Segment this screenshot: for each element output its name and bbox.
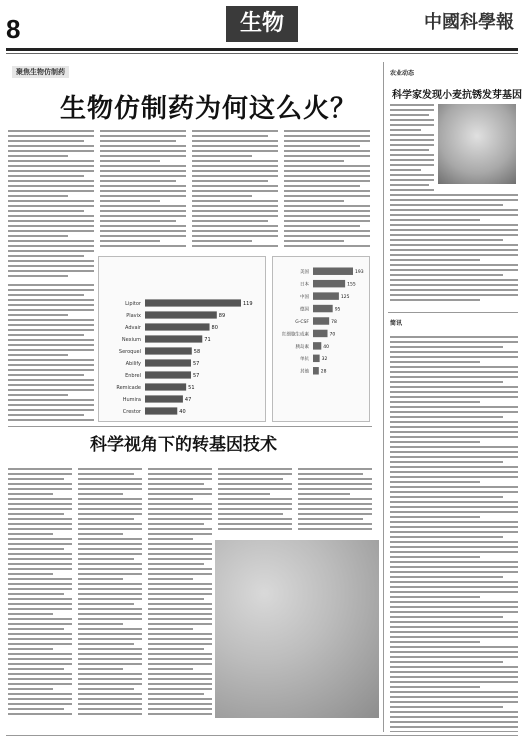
chart-category-label: 中国 <box>300 294 309 300</box>
chart-category-label: 红细胞生成素 <box>282 332 309 338</box>
chart-bar <box>145 359 191 366</box>
chart-bar <box>313 355 320 362</box>
chart-category-label: Seroquel <box>118 348 141 355</box>
right-article-body <box>390 194 518 304</box>
chart-right <box>273 257 371 423</box>
chart-category-label: Crestor <box>122 408 141 415</box>
wheat-photo <box>438 104 516 184</box>
chart-bar <box>145 335 202 342</box>
chart-value-label: 155 <box>347 282 356 288</box>
chart-value-label: 119 <box>243 300 253 307</box>
chart-value-label: 125 <box>340 294 350 300</box>
chart-category-label: 胰岛素 <box>295 344 309 350</box>
chart-bar <box>145 299 241 306</box>
brief-body <box>390 336 518 732</box>
bottom-story-title: 科学视角下的转基因技术 <box>90 435 277 455</box>
story-kicker: 聚焦生物仿制药 <box>12 66 69 78</box>
chart-category-label: Humira <box>122 396 141 403</box>
chart-value-label: 89 <box>218 312 226 319</box>
story-column-1 <box>8 130 94 280</box>
chart-value-label: 40 <box>179 408 186 415</box>
chart-value-label: 58 <box>193 348 201 355</box>
chart-category-label: Plavix <box>126 312 141 319</box>
page-number: 8 <box>6 14 21 44</box>
chart-category-label: 日本 <box>300 282 309 288</box>
chart-bar <box>313 292 339 299</box>
brief-section-label: 简讯 <box>390 320 403 327</box>
chart-bar <box>313 280 345 287</box>
chart-value-label: 78 <box>331 319 337 325</box>
chart-value-label: 193 <box>355 270 364 276</box>
story-column-4 <box>284 130 370 250</box>
chart-category-label: 美国 <box>300 270 309 276</box>
header-rule <box>6 48 518 51</box>
chart-value-label: 57 <box>192 372 200 379</box>
section-tab: 生物 <box>226 6 298 42</box>
bottom-column-4 <box>218 468 292 536</box>
chart-bar <box>145 347 192 354</box>
page-footer <box>6 735 518 738</box>
chart-category-label: Nexium <box>121 336 141 343</box>
right-section-label: 农业动态 <box>390 70 415 77</box>
chart-left <box>99 257 267 423</box>
column-divider <box>383 62 384 732</box>
chart-category-label: Advair <box>125 324 141 331</box>
story-column-1b <box>8 284 94 424</box>
chart-bar <box>313 342 321 349</box>
bottom-column-2 <box>78 468 142 728</box>
chart-bar <box>145 311 217 318</box>
story-column-3 <box>192 130 278 250</box>
section-divider <box>8 426 372 427</box>
chart-category-label: 德国 <box>300 307 309 313</box>
chart-category-label: G-CSF <box>295 319 309 325</box>
chart-right-frame <box>272 256 370 422</box>
chart-value-label: 28 <box>320 369 327 375</box>
page-header <box>0 0 524 62</box>
chart-category-label: 其他 <box>300 369 309 375</box>
header-rule-thin <box>6 53 518 54</box>
chart-left-frame <box>98 256 266 422</box>
chart-value-label: 40 <box>323 344 330 350</box>
masthead: 中國科學報 <box>424 12 514 33</box>
chart-bar <box>145 407 177 414</box>
bottom-column-3 <box>148 468 212 728</box>
chart-category-label: Lipitor <box>125 300 141 307</box>
right-article-title: 科学家发现小麦抗锈发芽基因 <box>392 90 522 101</box>
right-article-col1 <box>390 104 434 194</box>
chart-value-label: 80 <box>211 324 218 331</box>
chart-category-label: 单抗 <box>300 357 309 363</box>
chart-value-label: 70 <box>329 332 336 338</box>
chart-bar <box>313 317 329 324</box>
story-column-2 <box>100 130 186 250</box>
bottom-column-1 <box>8 468 72 728</box>
chart-category-label: Abilify <box>125 360 141 367</box>
chart-bar <box>313 267 353 274</box>
soybean-photo <box>215 540 379 718</box>
chart-bar <box>313 305 333 312</box>
chart-category-label: Remicade <box>116 384 141 391</box>
chart-category-label: Enbrel <box>125 372 141 379</box>
chart-value-label: 71 <box>204 336 211 343</box>
right-divider <box>388 312 518 313</box>
chart-value-label: 51 <box>188 384 195 391</box>
chart-value-label: 95 <box>334 307 341 313</box>
chart-value-label: 57 <box>192 360 200 367</box>
chart-bar <box>145 323 210 330</box>
chart-bar <box>145 395 183 402</box>
chart-bar <box>145 383 186 390</box>
chart-bar <box>313 330 328 337</box>
chart-bar <box>313 367 319 374</box>
chart-bar <box>145 371 191 378</box>
bottom-column-5 <box>298 468 372 536</box>
chart-value-label: 47 <box>184 396 192 403</box>
story-title: 生物仿制药为何这么火？ <box>60 94 358 124</box>
chart-value-label: 32 <box>321 357 328 363</box>
